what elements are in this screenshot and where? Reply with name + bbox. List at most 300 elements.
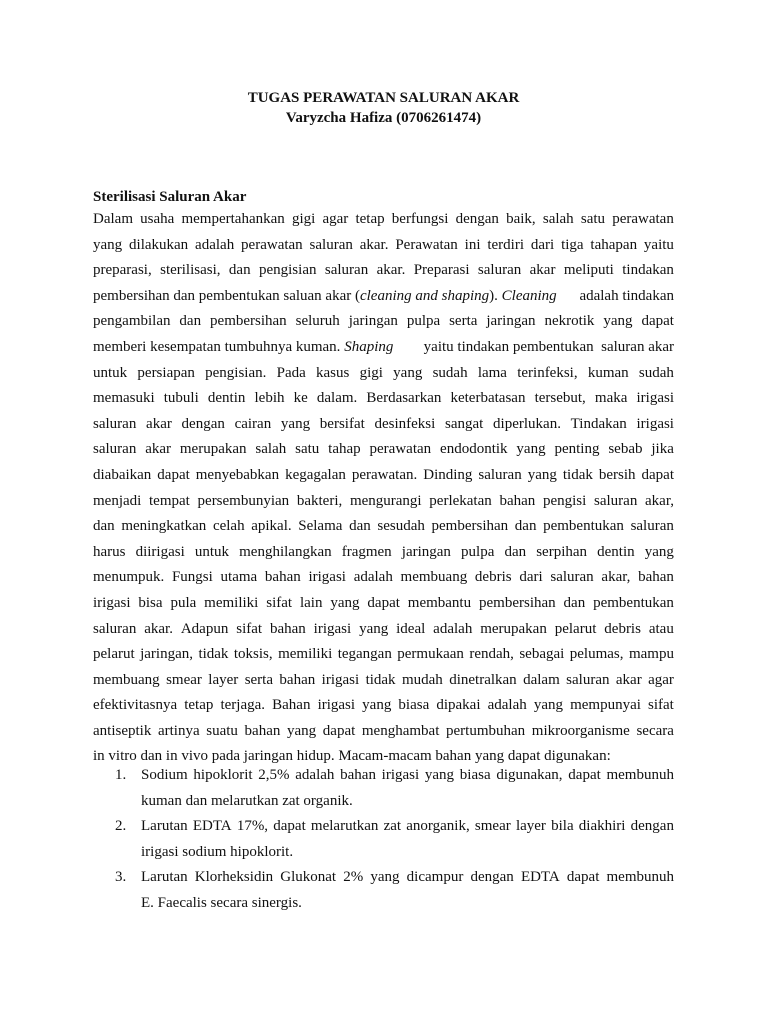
word: akar.: [359, 236, 389, 253]
word: Sodium: [141, 767, 188, 783]
paragraph-line: [93, 437, 674, 463]
word: dilakukan: [129, 236, 189, 253]
word: baik,: [506, 211, 536, 227]
word: yang: [516, 441, 546, 458]
word: memiliki: [204, 594, 259, 611]
word: biasa: [398, 697, 430, 714]
word: digunakan,: [496, 767, 563, 783]
word: perawatan: [612, 211, 674, 227]
word: layer: [208, 671, 239, 688]
word: tegangan: [337, 646, 392, 663]
word: sebagai: [519, 646, 565, 663]
word: bila: [551, 818, 574, 835]
word: yang: [93, 236, 123, 253]
word: akar: [615, 671, 642, 688]
word: perawatan: [241, 236, 303, 253]
word: akar: [529, 262, 556, 279]
word: nekrotik: [544, 313, 595, 330]
word: dentin: [597, 543, 635, 560]
word: smear: [166, 671, 202, 688]
word: celah: [212, 518, 245, 535]
paragraph-line: [93, 693, 674, 719]
word: usaha: [140, 211, 175, 227]
word: tiga: [561, 236, 584, 253]
word: Dinding: [423, 466, 473, 483]
word: saluran: [93, 441, 137, 458]
list-item-line: kuman dan melarutkan zat organik.: [141, 792, 353, 809]
paragraph-text: adalah tindakan: [575, 287, 674, 304]
word: pelarut: [554, 620, 597, 637]
word: adalah: [195, 236, 235, 253]
list-item-number: 3.: [115, 869, 127, 886]
word: tetap: [355, 211, 385, 227]
word: preparasi,: [93, 262, 152, 279]
word: sesudah: [377, 518, 425, 535]
word: mikroorganisme: [531, 722, 630, 739]
word: irigasi: [93, 594, 131, 611]
word: harus: [93, 543, 126, 560]
word: yang: [370, 869, 400, 886]
word: bahan: [340, 767, 376, 783]
word: terdiri: [487, 236, 525, 253]
word: bisa: [138, 594, 163, 611]
word: yang: [424, 767, 455, 783]
word: persembunyian: [197, 492, 290, 509]
word: serta: [244, 671, 274, 688]
word: pembersihan: [479, 594, 556, 611]
word: mempunyai: [570, 697, 641, 714]
word: Perawatan: [395, 236, 458, 253]
paragraph-line-mixed: [93, 284, 674, 310]
word: diirigasi: [135, 543, 185, 560]
word: satu: [580, 211, 606, 227]
word: dinetralkan: [449, 671, 517, 688]
word: Fungsi: [171, 569, 213, 586]
word: adalah: [353, 569, 393, 586]
word: kuman: [587, 364, 629, 381]
word: zat: [383, 818, 402, 835]
paragraph-text: ).: [489, 287, 502, 304]
word: mampu: [628, 646, 674, 663]
word: adalah: [433, 620, 473, 637]
word: dapat: [568, 767, 601, 783]
word: yang: [603, 313, 633, 330]
word: sifat: [266, 594, 293, 611]
list-item-line: [141, 763, 674, 789]
word: EDTA: [192, 818, 232, 835]
word: pertumbuhan: [446, 722, 526, 739]
word: Glukonat: [280, 869, 337, 886]
word: seluruh: [295, 313, 340, 330]
word: tubuli: [163, 390, 199, 407]
word: biasa: [459, 767, 491, 783]
word: dapat: [273, 818, 306, 835]
word: apikal.: [251, 518, 292, 535]
word: irigasi: [381, 767, 420, 783]
word: agar: [322, 211, 349, 227]
word: dalam.: [316, 390, 358, 407]
word: lama: [477, 364, 507, 381]
word: dapat: [367, 594, 400, 611]
word: dapat: [322, 722, 356, 739]
word: yang: [286, 722, 317, 739]
word: bersih: [598, 466, 636, 483]
word: tahap: [328, 441, 361, 458]
word: dipakai: [436, 697, 481, 714]
word: merupakan: [179, 441, 247, 458]
word: membunuh: [606, 767, 674, 783]
paragraph-line: [93, 565, 674, 591]
word: yang: [533, 697, 563, 714]
paragraph-line: [93, 463, 674, 489]
word: rendah,: [469, 646, 514, 663]
word: desinfeksi: [374, 415, 436, 432]
paragraph-line-mixed: [93, 335, 674, 361]
word: ke: [293, 390, 308, 407]
document-header: [93, 88, 674, 128]
document-title: TUGAS PERAWATAN SALURAN AKAR: [247, 90, 520, 106]
word: Klorheksidin: [194, 869, 274, 886]
word: bakteri,: [296, 492, 343, 509]
paragraph-line: [93, 591, 674, 617]
word: utama: [220, 569, 258, 586]
word: Tindakan: [570, 415, 627, 432]
word: mengurangi: [349, 492, 422, 509]
word: memiliki: [278, 646, 333, 663]
word: untuk: [93, 364, 128, 381]
word: dapat: [566, 869, 600, 886]
word: sebab: [608, 441, 643, 458]
word: anorganik,: [406, 818, 470, 835]
word: salah: [255, 441, 287, 458]
word: salah: [542, 211, 574, 227]
word: adalah: [487, 697, 527, 714]
word: menghambat: [361, 722, 440, 739]
word: saluran: [309, 236, 353, 253]
paragraph-line: [93, 258, 674, 284]
word: akar,: [645, 492, 674, 509]
word: Larutan: [141, 869, 188, 886]
word: saluran: [594, 492, 638, 509]
word: pengisian.: [205, 364, 267, 381]
word: menjadi: [93, 492, 142, 509]
word: pengisi: [542, 492, 587, 509]
word: memasuki: [93, 390, 155, 407]
word: jaringan,: [140, 646, 193, 663]
word: diabaikan: [93, 466, 152, 483]
word: pembentukan: [543, 518, 624, 535]
paragraph-italic-text: Cleaning: [501, 287, 557, 304]
word: pembersihan: [431, 518, 509, 535]
word: gigi: [359, 364, 383, 381]
word: tidak: [198, 646, 229, 663]
word: pelarut: [93, 646, 135, 663]
word: EDTA: [520, 869, 560, 886]
word: Selama: [298, 518, 343, 535]
word: saluran: [630, 518, 674, 535]
word: dan: [514, 518, 537, 535]
word: saluran: [477, 262, 522, 279]
word: efektivitasnya: [93, 697, 178, 714]
word: membunuh: [606, 869, 674, 886]
word: bahan: [269, 620, 306, 637]
word: tetap: [184, 697, 214, 714]
word: ideal: [396, 620, 426, 637]
word: menyebabkan: [195, 466, 280, 483]
word: layer: [515, 818, 546, 835]
word: sudah: [638, 364, 674, 381]
word: bahan: [244, 722, 281, 739]
paragraph-line: [93, 361, 674, 387]
paragraph-line: [93, 514, 674, 540]
word: akar.: [144, 620, 173, 637]
word: pula: [170, 594, 197, 611]
word: terjaga.: [220, 697, 266, 714]
word: pengisian: [258, 262, 317, 279]
word: 17%,: [236, 818, 269, 835]
word: diakhiri: [578, 818, 626, 835]
word: perawatan.: [351, 466, 418, 483]
word: sifat: [236, 620, 263, 637]
word: dan: [93, 518, 115, 535]
word: lebih: [254, 390, 285, 407]
paragraph-text: memberi kesempatan tumbuhnya kuman.: [93, 338, 345, 355]
word: bahan: [279, 671, 316, 688]
word: jaringan: [401, 543, 451, 560]
word: tempat: [149, 492, 190, 509]
word: dapat: [157, 466, 190, 483]
word: dan: [563, 594, 586, 611]
word: penting: [554, 441, 600, 458]
word: merupakan: [480, 620, 547, 637]
word: jika: [651, 441, 674, 458]
word: smear: [474, 818, 511, 835]
word: artinya: [157, 722, 200, 739]
word: Adapun: [180, 620, 229, 637]
word: tidak: [365, 671, 396, 688]
word: saluran: [93, 620, 137, 637]
word: toksis,: [233, 646, 273, 663]
word: suatu: [206, 722, 238, 739]
word: permukaan: [397, 646, 464, 663]
list-item-line: E. Faecalis secara sinergis.: [141, 894, 302, 911]
word: keterbatasan: [450, 390, 526, 407]
word: akar: [146, 415, 172, 432]
paragraph-line-last: in vitro dan in vivo pada jaringan hidup. Macam-macam bahan yang dapat digunakan:: [93, 748, 611, 765]
word: adalah: [295, 767, 335, 783]
word: dapat: [641, 466, 674, 483]
word: saluran: [550, 569, 594, 586]
word: Preparasi: [413, 262, 470, 279]
word: tersebut,: [534, 390, 586, 407]
word: akar,: [601, 569, 631, 586]
word: jaringan: [486, 313, 536, 330]
word: Berdasarkan: [366, 390, 442, 407]
word: bersifat: [319, 415, 365, 432]
word: irigasi: [313, 620, 352, 637]
word: saluran: [478, 466, 522, 483]
word: Pada: [276, 364, 306, 381]
word: hipoklorit: [193, 767, 253, 783]
numbered-list: [93, 763, 674, 917]
word: dan: [179, 313, 202, 330]
paragraph-line: [93, 489, 674, 515]
word: menghilangkan: [239, 543, 332, 560]
paragraph-line: [93, 719, 674, 745]
word: sudah: [432, 364, 468, 381]
word: dengan: [181, 415, 225, 432]
word: dari: [519, 569, 543, 586]
paragraph-line: [93, 412, 674, 438]
word: pengambilan: [93, 313, 171, 330]
word: endodontik: [440, 441, 508, 458]
paragraph-line: [93, 617, 674, 643]
word: dentin: [207, 390, 246, 407]
word: perawatan: [369, 441, 432, 458]
word: yaitu: [643, 236, 674, 253]
word: tindakan: [622, 262, 674, 279]
word: yang: [393, 364, 423, 381]
word: Larutan: [141, 818, 188, 835]
word: dengan: [455, 211, 499, 227]
word: Bahan: [272, 697, 311, 714]
word: yang: [644, 543, 674, 560]
word: pelumas,: [569, 646, 624, 663]
word: meningkatkan: [121, 518, 207, 535]
word: kasus: [316, 364, 350, 381]
word: Dalam: [93, 211, 133, 227]
word: bahan: [638, 569, 674, 586]
word: melarutkan: [310, 818, 379, 835]
paragraph-line: [93, 386, 674, 412]
word: tidak: [562, 466, 593, 483]
word: dan: [349, 518, 371, 535]
word: diperlukan.: [493, 415, 561, 432]
word: kegagalan: [285, 466, 346, 483]
word: dalam: [523, 671, 560, 688]
word: sterilisasi,: [160, 262, 221, 279]
word: 2,5%: [258, 767, 290, 783]
word: dan: [504, 543, 527, 560]
paragraph-italic-text: Shaping: [344, 338, 394, 355]
body-paragraph: [93, 207, 674, 770]
list-item-line: irigasi sodium hipoklorit.: [141, 843, 294, 860]
word: ini: [464, 236, 481, 253]
word: persiapan: [137, 364, 195, 381]
word: secara: [636, 722, 674, 739]
word: irigasi: [317, 697, 356, 714]
list-item: [93, 814, 674, 865]
word: yang: [359, 620, 389, 637]
word: pulpa: [461, 543, 495, 560]
list-item-number: 1.: [115, 767, 127, 783]
word: dicampur: [406, 869, 464, 886]
word: debris: [474, 569, 512, 586]
word: akar: [145, 441, 172, 458]
list-item: [93, 763, 674, 814]
word: sifat: [648, 697, 674, 714]
paragraph-line: [93, 233, 674, 259]
word: satu: [295, 441, 320, 458]
word: antiseptik: [93, 722, 152, 739]
word: dengan: [470, 869, 514, 886]
word: irigasi: [308, 569, 346, 586]
word: pulpa: [406, 313, 441, 330]
word: irigasi: [321, 671, 360, 688]
word: gigi: [291, 211, 316, 227]
paragraph-line: [93, 540, 674, 566]
word: dari: [530, 236, 555, 253]
word: akar.: [376, 262, 406, 279]
paragraph-line: [93, 309, 674, 335]
word: saluran: [566, 671, 610, 688]
list-item-line: [141, 814, 674, 840]
paragraph-line: [93, 668, 674, 694]
word: agar: [648, 671, 674, 688]
paragraph-italic-text: cleaning and shaping: [359, 287, 490, 304]
list-item-number: 2.: [115, 818, 127, 835]
paragraph-line: [93, 642, 674, 668]
word: pembersihan: [210, 313, 287, 330]
word: yang: [527, 466, 557, 483]
paragraph-line: [93, 207, 674, 233]
word: meliputi: [563, 262, 614, 279]
list-item: [93, 865, 674, 916]
word: bahan: [499, 492, 536, 509]
word: mudah: [401, 671, 443, 688]
word: yang: [330, 594, 360, 611]
word: irigasi: [636, 415, 674, 432]
word: yang: [362, 697, 392, 714]
word: membuang: [93, 671, 160, 688]
word: berfungsi: [391, 211, 449, 227]
word: fragmen: [341, 543, 392, 560]
list-item-line: [141, 865, 674, 891]
word: 2%: [343, 869, 364, 886]
word: cairan: [234, 415, 272, 432]
word: membuang: [400, 569, 468, 586]
word: bahan: [264, 569, 301, 586]
word: jaringan: [348, 313, 398, 330]
word: dapat: [641, 313, 674, 330]
word: pembentukan: [593, 594, 674, 611]
word: perlekatan: [429, 492, 492, 509]
paragraph-text: yaitu tindakan pembentukan saluran akar: [419, 338, 674, 355]
word: serta: [449, 313, 478, 330]
word: maka: [594, 390, 628, 407]
document-author: Varyzcha Hafiza (0706261474): [285, 110, 482, 126]
word: atau: [648, 620, 674, 637]
word: debris: [604, 620, 641, 637]
word: untuk: [194, 543, 230, 560]
word: dan: [228, 262, 251, 279]
section-heading: Sterilisasi Saluran Akar: [93, 189, 247, 205]
word: terinfeksi,: [517, 364, 578, 381]
word: saluran: [324, 262, 369, 279]
word: saluran: [93, 415, 137, 432]
word: tahapan: [590, 236, 638, 253]
word: irigasi: [636, 390, 674, 407]
word: membantu: [407, 594, 472, 611]
word: serpihan: [536, 543, 588, 560]
word: menumpuk.: [93, 569, 165, 586]
word: lain: [299, 594, 323, 611]
word: mempertahankan: [181, 211, 285, 227]
word: sangat: [445, 415, 484, 432]
word: dengan: [630, 818, 674, 835]
paragraph-text: pembersihan dan pembentukan saluan akar (: [93, 287, 360, 304]
word: yang: [280, 415, 311, 432]
